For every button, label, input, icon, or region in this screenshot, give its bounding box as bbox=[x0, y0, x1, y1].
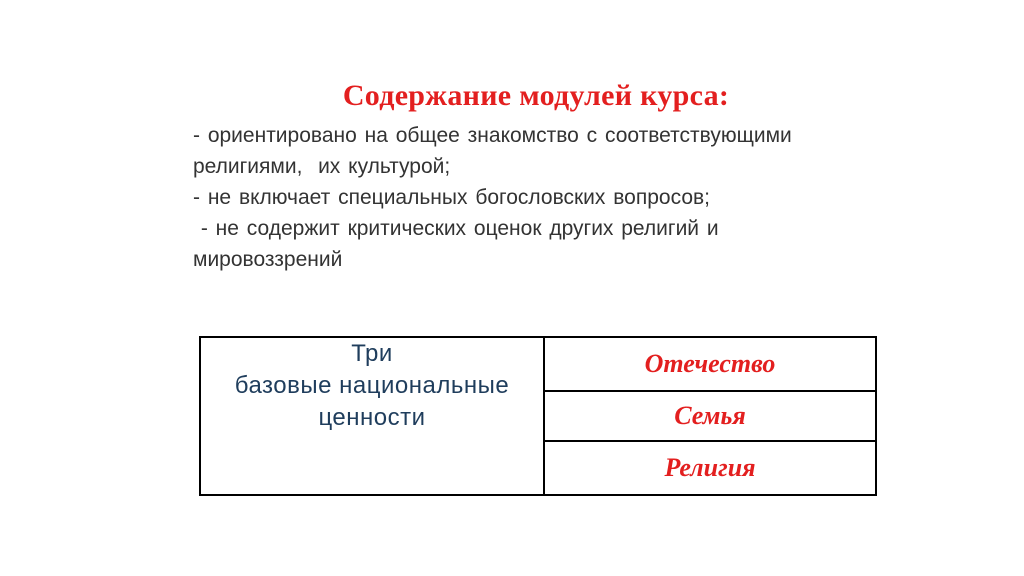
values-table bbox=[199, 336, 877, 496]
values-heading-line-1: Три bbox=[351, 340, 393, 367]
description-line-4: - не содержит критических оценок других религий и bbox=[193, 217, 719, 240]
slide-title: Содержание модулей курса: bbox=[342, 79, 730, 112]
value-cell-fatherland: Отечество bbox=[544, 337, 876, 391]
description-text bbox=[193, 120, 893, 275]
table-row bbox=[200, 337, 876, 391]
values-heading-cell bbox=[200, 337, 544, 495]
description-line-2: религиями, их культурой; bbox=[193, 155, 451, 178]
description-line-1: - ориентировано на общее знакомство с соответствующими bbox=[193, 124, 792, 147]
values-heading-line-2: базовые национальные bbox=[234, 372, 510, 399]
value-cell-family: Семья bbox=[544, 391, 876, 441]
description-line-3: - не включает специальных богословских вопросов; bbox=[193, 186, 710, 209]
values-heading-line-3: ценности bbox=[318, 404, 426, 431]
description-line-5: мировоззрений bbox=[193, 248, 343, 271]
value-cell-religion: Религия bbox=[544, 441, 876, 495]
